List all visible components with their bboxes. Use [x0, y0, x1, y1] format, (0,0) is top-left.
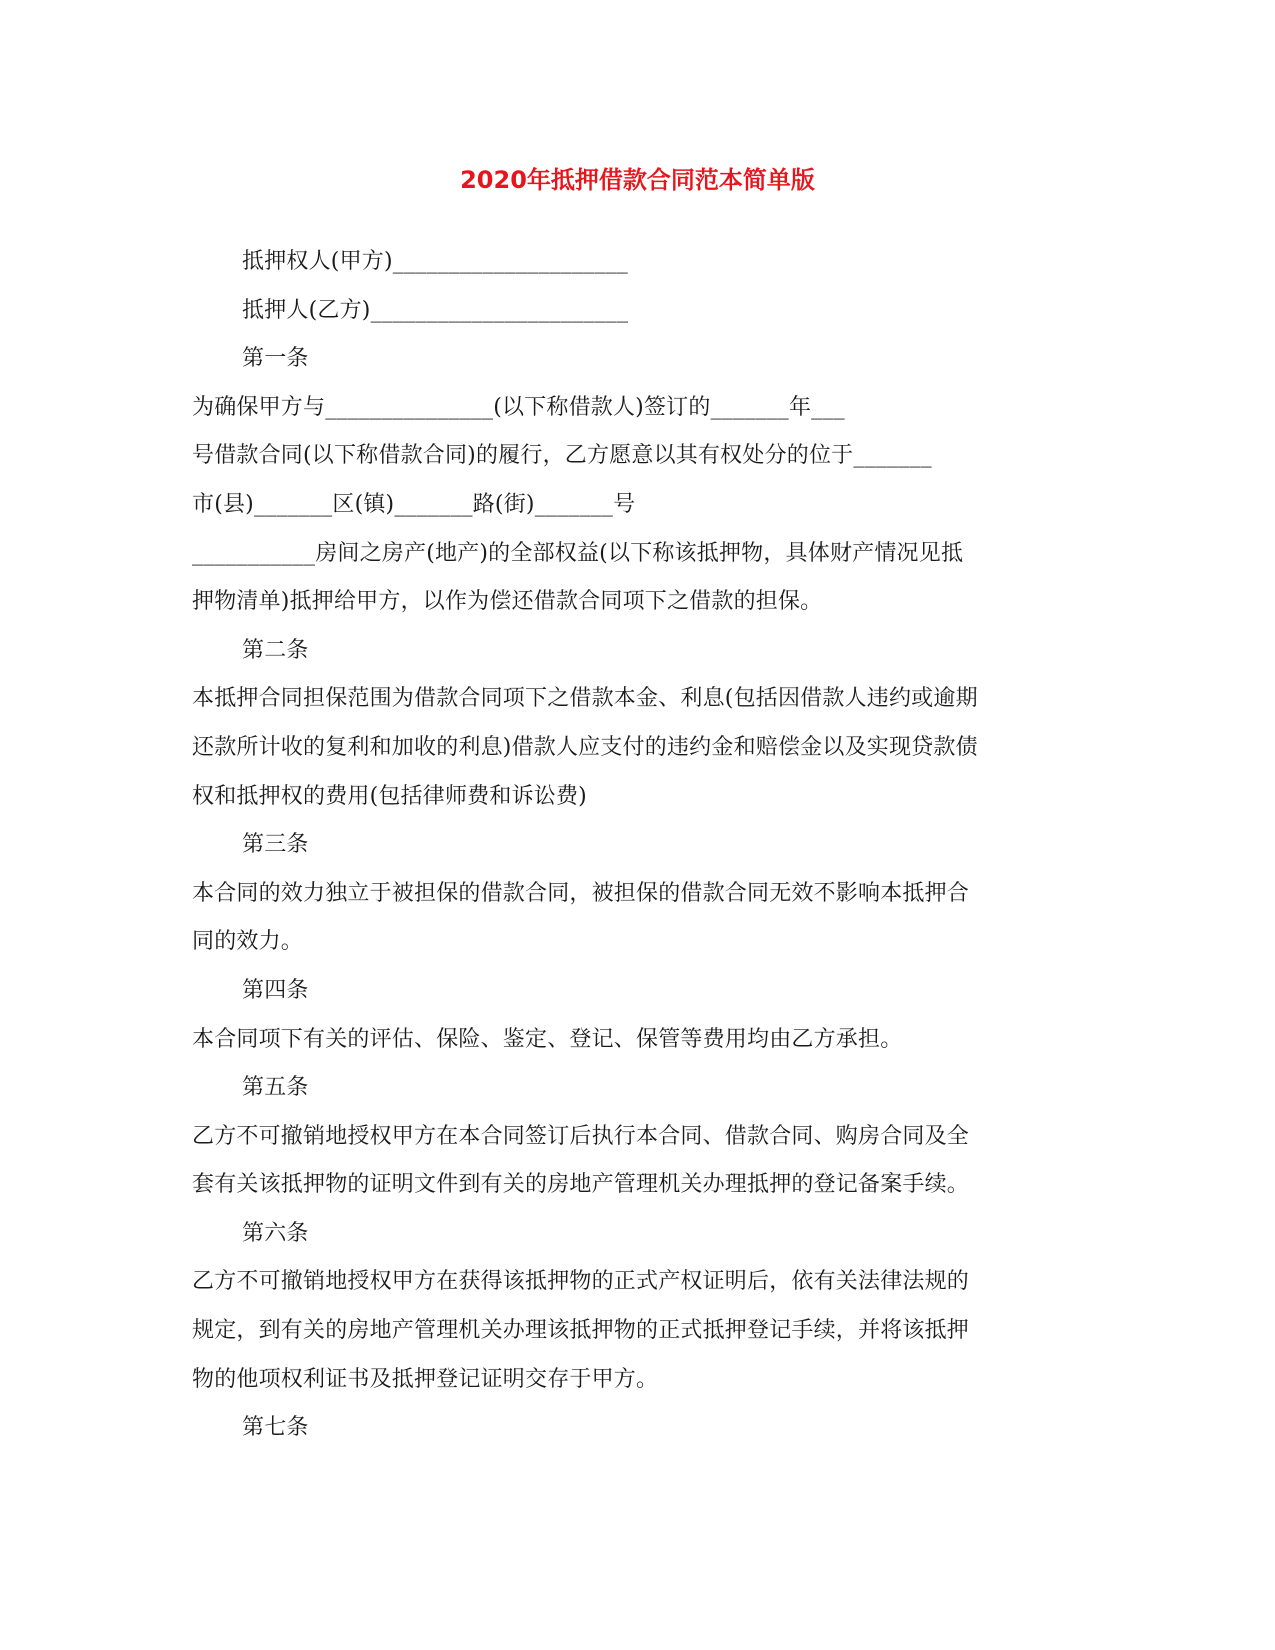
paragraph-line: 本抵押合同担保范围为借款合同项下之借款本金、利息(包括因借款人违约或逾期	[192, 686, 978, 712]
section-heading-line: 抵押权人(甲方)_____________________	[242, 249, 628, 274]
paragraph-line: 本合同的效力独立于被担保的借款合同，被担保的借款合同无效不影响本抵押合	[192, 880, 970, 906]
section-heading-line: 抵押人(乙方)_______________________	[242, 297, 629, 323]
paragraph-line: 权和抵押权的费用(包括律师费和诉讼费)	[192, 783, 587, 809]
paragraph-line: 本合同项下有关的评估、保险、鉴定、登记、保管等费用均由乙方承担。	[192, 1026, 903, 1052]
section-heading-line: 第二条	[242, 637, 309, 663]
paragraph-line: 套有关该抵押物的证明文件到有关的房地产管理机关办理抵押的登记备案手续。	[192, 1172, 970, 1198]
paragraph-line: 乙方不可撤销地授权甲方在本合同签订后执行本合同、借款合同、购房合同及全	[192, 1123, 970, 1149]
paragraph-line: 乙方不可撤销地授权甲方在获得该抵押物的正式产权证明后，依有关法律法规的	[192, 1269, 970, 1295]
paragraph-line: 市(县)_______区(镇)_______路(街)_______号	[192, 491, 636, 517]
section-heading-line: 第六条	[242, 1220, 309, 1246]
section-heading-line: 第三条	[242, 832, 309, 858]
paragraph-line: 押物清单)抵押给甲方，以作为偿还借款合同项下之借款的担保。	[192, 589, 823, 615]
paragraph-line: 规定，到有关的房地产管理机关办理该抵押物的正式抵押登记手续，并将该抵押	[192, 1318, 970, 1344]
paragraph-line: 还款所计收的复利和加收的利息)借款人应支付的违约金和赔偿金以及实现贷款债	[192, 734, 978, 760]
section-heading-line: 第一条	[242, 346, 309, 372]
paragraph-line: 物的他项权利证书及抵押登记证明交存于甲方。	[192, 1366, 659, 1392]
paragraph-line: 号借款合同(以下称借款合同)的履行，乙方愿意以其有权处分的位于_______	[192, 443, 932, 469]
paragraph-line: 同的效力。	[192, 929, 304, 955]
document-body	[192, 238, 1092, 1453]
paragraph-line: ___________房间之房产(地产)的全部权益(以下称该抵押物，具体财产情况见抵	[192, 540, 964, 566]
paragraph-line: 为确保甲方与_______________(以下称借款人)签订的_______年___	[192, 394, 845, 420]
section-heading-line: 第四条	[242, 977, 309, 1003]
section-heading-line: 第七条	[242, 1415, 309, 1441]
document-title: 2020年抵押借款合同范本简单版	[460, 166, 815, 194]
section-heading-line: 第五条	[242, 1075, 309, 1101]
